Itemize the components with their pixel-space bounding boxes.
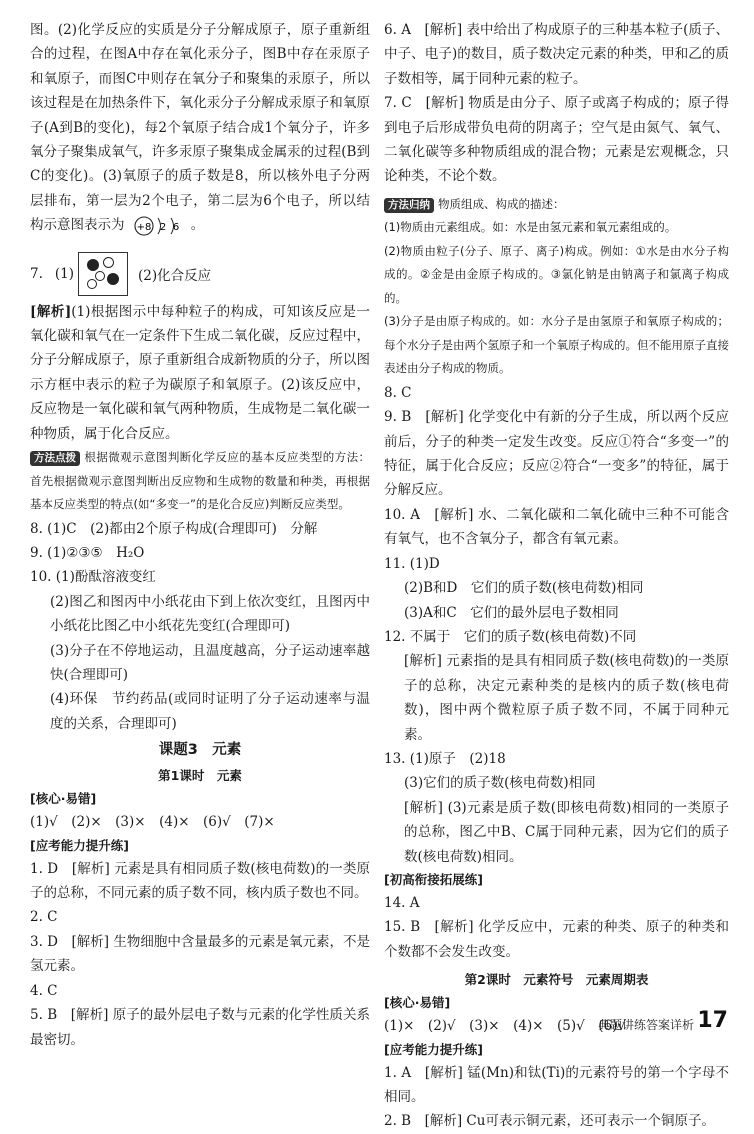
answer-12: 12. 不属于 它们的质子数(核电荷数)不同 — [384, 628, 637, 645]
lesson1-title: 第1课时 元素 — [158, 768, 242, 784]
q10-answer: 10. (1)酚酞溶液变红 — [30, 569, 156, 586]
core-answers-2: (1)× (2)√ (3)× (4)× (5)√ (6)√ — [384, 1018, 626, 1035]
ability-section-label-2: [应考能力提升练] — [384, 1041, 483, 1057]
answer-8: 8. C — [384, 384, 412, 401]
answer-12-analysis: [解析] 元素指的是具有相同质子数(核电荷数)的一类原子的总称，决定元素种类的是核内的质子数(核电荷数)，图中两个微粒原子质子数不同，不属于同种元素。 — [404, 653, 729, 743]
particle-box-diagram — [78, 252, 128, 296]
method-summary: 方法归纳 物质组成、构成的描述： — [384, 193, 729, 217]
core-section-label-2: [核心·易错] — [384, 995, 451, 1011]
advanced-section-label: [初高衔接拓展练] — [384, 871, 483, 887]
book-title-footer: 典题讲练答案详析 — [597, 1018, 694, 1032]
answer-13-analysis: [解析] (3)元素是质子数(即核电荷数)相同的一类原子的总称，图乙中B、C属于同种元素，因为它们的质子数(核电荷数)相同。 — [404, 799, 729, 865]
lesson2-title: 第2课时 元素符号 元素周期表 — [464, 972, 649, 988]
answer-b1: 1. A [解析] 锰(Mn)和钛(Ti)的元素符号的第一个字母不相同。 — [384, 1064, 729, 1105]
atom-shell1-label: 2 — [159, 221, 166, 233]
core-answers: (1)√ (2)× (3)× (4)× (6)√ (7)× — [30, 814, 275, 831]
paragraph-continued: 图。(2)化学反应的实质是分子分解成原子，原子重新组合的过程，在图A中存在氧化汞分子，图B中存在汞原子和氧原子，而图C中则存在氧分子和聚集的汞原子，所以该过程是在加热条件下，氧化汞分子分解成汞原子和氧原子(A到B的变化)，每2个氧原子结合成1个氧分子，许多氧分子聚集成氧气，许多汞原子聚集成金属汞的过程(B到C的变化)。(3)氧原子的质子数是8，所以核外电子分两层排布，第一层为2个电子，第二层为6个电子，所以结构示意图表示为 +8 2 6 。 — [30, 18, 370, 238]
ability-section-label: [应考能力提升练] — [30, 837, 129, 853]
method-tip-tag: 方法点拨 — [30, 451, 80, 466]
q10-part3: (3)分子在不停地运动，且温度越高，分子运动速率越快(合理即可) — [50, 642, 370, 684]
answer-13-part3: (3)它们的质子数(核电荷数)相同 — [404, 775, 596, 792]
q7-answer: 7. (1) (2)化合反应 — [30, 254, 370, 294]
atom-shell2-label: 6 — [172, 221, 179, 233]
answer-9: 9. B [解析] 化学变化中有新的分子生成，所以两个反应前后，分子的种类一定发生改变。反应①符合“多变一”的特征，属于化合反应；反应②符合“一变多”的特征，属于分解反应。 — [384, 409, 729, 499]
q10-part4: (4)环保 节约药品(或同时证明了分子运动速率与温度的关系，合理即可) — [50, 691, 370, 732]
answer-2: 2. C — [30, 909, 58, 926]
q7-analysis: [解析](1)根据图示中每种粒子的构成，可知该反应是一氧化碳和氧气在一定条件下生成二氧化碳，反应过程中，分子分解成原子，原子重新组合成新物质的分子，所以图示方框中表示的粒子为碳原子和氧原子。(2)该反应中，反应物是一氧化碳和氧气两种物质，生成物是二氧化碳一种物质，属于化合反应。 — [30, 303, 371, 442]
answer-5: 5. B [解析] 原子的最外层电子数与元素的化学性质关系最密切。 — [30, 1007, 370, 1048]
answer-1: 1. D [解析] 元素是具有相同质子数(核电荷数)的一类原子的总称，不同元素的质子数不同，核内质子数也不同。 — [30, 860, 370, 902]
answer-15: 15. B [解析] 化学反应中，元素的种类、原子的种类和个数都不会发生改变。 — [384, 919, 729, 960]
atom-nucleus-label: +8 — [136, 221, 152, 233]
topic-title: 课题3 元素 — [158, 742, 242, 759]
q8-answer: 8. (1)C (2)都由2个原子构成(合理即可) 分解 — [30, 520, 318, 537]
answer-13: 13. (1)原子 (2)18 — [384, 750, 506, 767]
method-point-3: (3)分子是由原子构成的。如：水分子是由氢原子和氧原子构成的；每个水分子是由两个氢原子和一个氧原子构成的。但不能用原子直接表述由分子构成的物质。 — [384, 314, 729, 376]
answer-4: 4. C — [30, 982, 58, 999]
left-column — [30, 18, 370, 1052]
answer-11-part3: (3)A和C 它们的最外层电子数相同 — [404, 604, 619, 621]
answer-3: 3. D [解析] 生物细胞中含量最多的元素是氧元素，不是氢元素。 — [30, 933, 370, 975]
method-point-1: (1)物质由元素组成。如：水是由氢元素和氧元素组成的。 — [384, 220, 677, 235]
answer-b2: 2. B [解析] Cu可表示铜元素，还可表示一个铜原子。 — [384, 1113, 715, 1130]
answer-6: 6. A [解析] 表中给出了构成原子的三种基本粒子(质子、中子、电子)的数目，质子数决定元素的种类，甲和乙的质子数相等，属于同种元素的粒子。 — [384, 22, 729, 87]
q9-answer: 9. (1)②③⑤ H₂O — [30, 545, 145, 561]
answer-7: 7. C [解析] 物质是由分子、原子或离子构成的；原子得到电子后形成带负电荷的阴离子；空气是由氮气、氧气、二氧化碳等多种物质组成的混合物；元素是宏观概念，只论种类，不论个数。 — [384, 95, 729, 185]
method-summary-tag: 方法归纳 — [384, 198, 434, 213]
page-number: 17 — [697, 1008, 728, 1033]
answer-14: 14. A — [384, 894, 420, 911]
q10-part2: (2)图乙和图丙中小纸花由下到上依次变红，且图丙中小纸花比图乙中小纸花先变红(合理即可) — [50, 593, 370, 635]
answer-11-part2: (2)B和D 它们的质子数(核电荷数)相同 — [404, 580, 644, 597]
answer-11: 11. (1)D — [384, 555, 440, 572]
core-section-label: [核心·易错] — [30, 791, 97, 807]
oxygen-atom-structure-diagram — [133, 215, 191, 237]
method-point-2: (2)物质由粒子(分子、原子、离子)构成。例如：①水是由水分子构成的。②金是由金原子构成的。③氯化钠是由钠离子和氯离子构成的。 — [384, 243, 729, 305]
answer-10: 10. A [解析] 水、二氧化碳和二氧化硫中三种不可能含有氧气，也不含氧分子，都含有氧元素。 — [384, 506, 729, 548]
right-column — [384, 18, 729, 1134]
method-tip: 方法点拨 根据微观示意图判断化学反应的基本反应类型的方法：首先根据微观示意图判断出反应物和生成物的数量和种类，再根据基本反应类型的特点(如“多变一”的是化合反应)判断反应类型。 — [30, 450, 370, 512]
